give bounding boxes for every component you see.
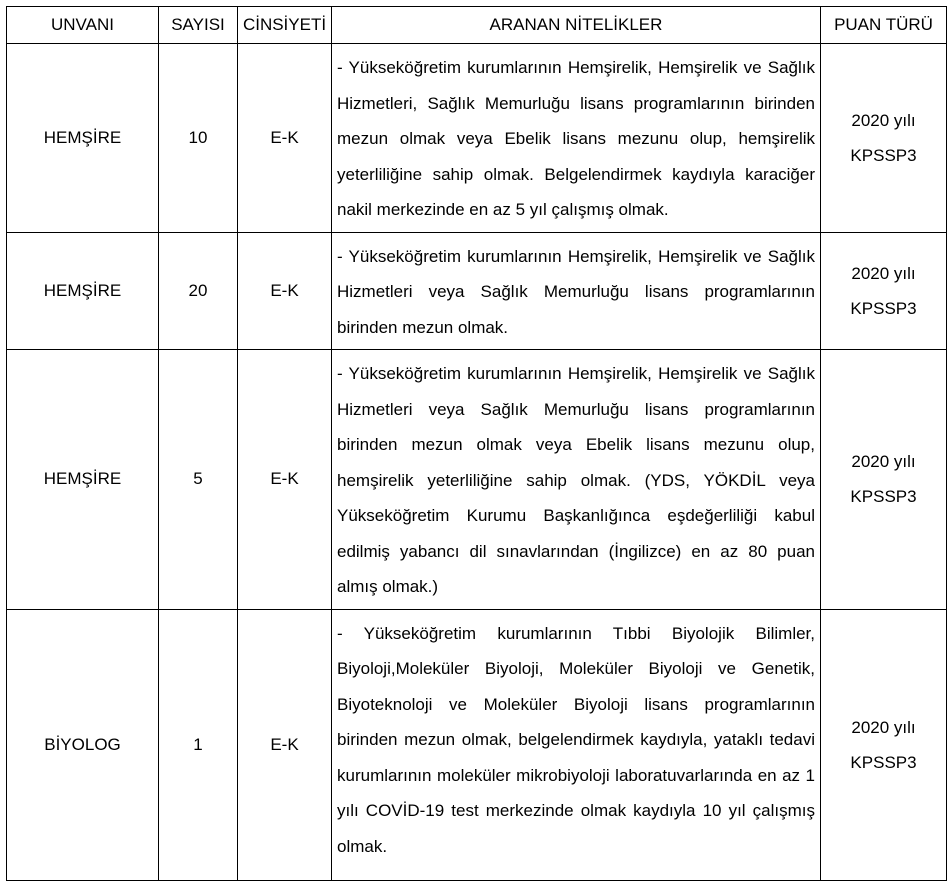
cell-count: 5 xyxy=(159,350,238,610)
score-name: KPSSP3 xyxy=(850,145,917,165)
qualifications-text: - Yükseköğretim kurumlarının Hemşirelik, Hemşirelik ve Sağlık Hizmetleri veya Sağlık Memurluğu lisans programlarının birinden mezun olmak veya Ebelik lisans mezunu olup, hemşirelik yeterliliğine sahip olmak. (YDS, YÖKDİL veya Yükseköğretim Kurumu Başkanlığınca eşdeğerliliği kabul edilmiş yabancı dil sınavlarından (İngilizce) en az 80 puan almış olmak.) xyxy=(337,364,815,596)
qualifications-text: - Yükseköğretim kurumlarının Hemşirelik, Hemşirelik ve Sağlık Hizmetleri veya Sağlık Memurluğu lisans programlarının birinden mezun olmak. xyxy=(337,246,815,337)
score-name: KPSSP3 xyxy=(850,298,917,318)
table-row xyxy=(7,232,947,350)
header-title: UNVANI xyxy=(7,7,159,44)
score-year: 2020 yılı xyxy=(851,110,916,130)
cell-score-type xyxy=(821,232,947,350)
cell-qualifications xyxy=(332,44,821,233)
score-name: KPSSP3 xyxy=(850,487,917,507)
cell-title: BİYOLOG xyxy=(7,609,159,880)
table-header-row xyxy=(7,7,947,44)
score-year: 2020 yılı xyxy=(851,452,916,472)
cell-score-type xyxy=(821,609,947,880)
cell-gender: E-K xyxy=(238,232,332,350)
cell-count: 10 xyxy=(159,44,238,233)
header-count: SAYISI xyxy=(159,7,238,44)
qualifications-text: - Yükseköğretim kurumlarının Tıbbi Biyolojik Bilimler, Biyoloji,Moleküler Biyoloji, Moleküler Biyoloji ve Genetik, Biyoteknoloji ve Moleküler Biyoloji lisans programlarının birinden mezun olmak, belgelendirmek kaydıyla, yataklı tedavi kurumlarının moleküler mikrobiyoloji laboratuvarlarında en az 1 yılı COVİD-19 test merkezinde olmak kaydıyla 10 yıl çalışmış olmak. xyxy=(337,623,815,856)
score-year: 2020 yılı xyxy=(851,263,916,283)
table-row xyxy=(7,609,947,880)
cell-count: 20 xyxy=(159,232,238,350)
cell-qualifications xyxy=(332,350,821,610)
score-name: KPSSP3 xyxy=(850,752,917,772)
header-gender: CİNSİYETİ xyxy=(238,7,332,44)
cell-title: HEMŞİRE xyxy=(7,232,159,350)
cell-score-type xyxy=(821,44,947,233)
cell-gender: E-K xyxy=(238,609,332,880)
header-score-type: PUAN TÜRÜ xyxy=(821,7,947,44)
cell-gender: E-K xyxy=(238,350,332,610)
cell-qualifications xyxy=(332,232,821,350)
cell-title: HEMŞİRE xyxy=(7,350,159,610)
cell-gender: E-K xyxy=(238,44,332,233)
cell-count: 1 xyxy=(159,609,238,880)
cell-title: HEMŞİRE xyxy=(7,44,159,233)
table-row xyxy=(7,44,947,233)
header-qualifications: ARANAN NİTELİKLER xyxy=(332,7,821,44)
qualifications-text: - Yükseköğretim kurumlarının Hemşirelik, Hemşirelik ve Sağlık Hizmetleri, Sağlık Memurluğu lisans programlarının birinden mezun olmak veya Ebelik lisans mezunu olup, hemşirelik yeterliliğine sahip olmak. Belgelendirmek kaydıyla karaciğer nakil merkezinde en az 5 yıl çalışmış olmak. xyxy=(337,58,815,219)
score-year: 2020 yılı xyxy=(851,717,916,737)
positions-table xyxy=(6,6,947,881)
cell-qualifications xyxy=(332,609,821,880)
table-row xyxy=(7,350,947,610)
cell-score-type xyxy=(821,350,947,610)
